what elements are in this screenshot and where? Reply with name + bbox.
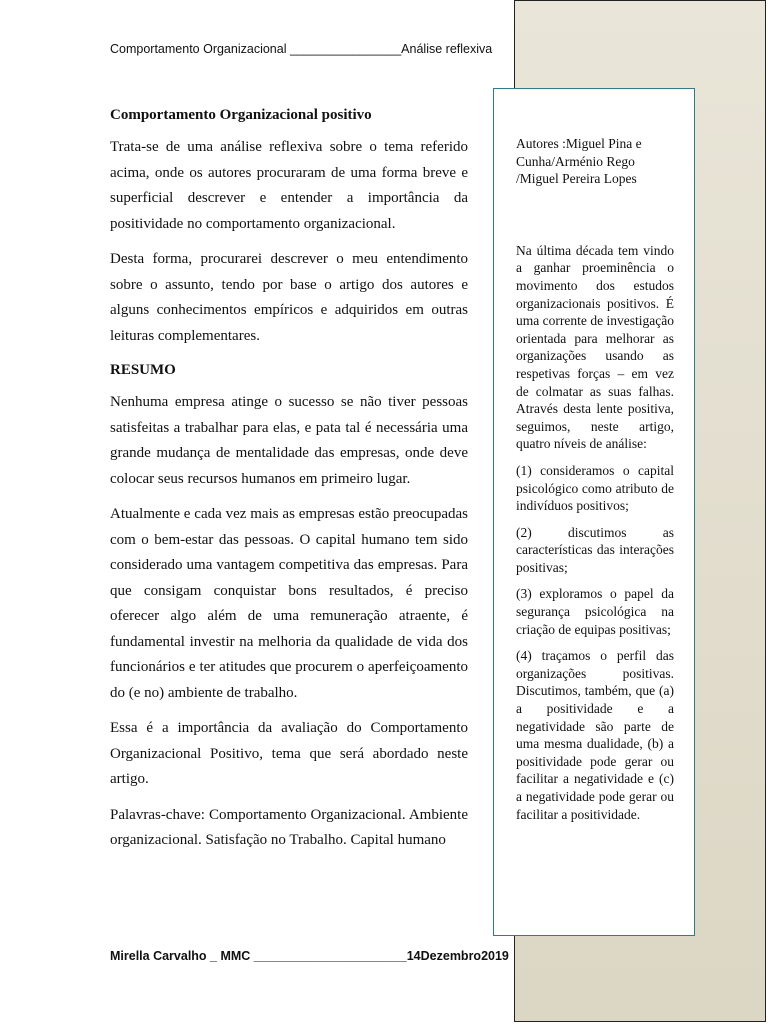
page-header: Comportamento Organizacional ________________Análise reflexiva: [110, 42, 493, 56]
main-content: [110, 104, 468, 864]
sidebar-paragraph-2: (1) consideramos o capital psicológico como atributo de indivíduos positivos;: [516, 462, 674, 514]
sidebar-paragraph-4: (3) exploramos o papel da segurança psicológica na criação de equipas positivas;: [516, 586, 674, 637]
intro-paragraph-1: Trata-se de uma análise reflexiva sobre o tema referido acima, onde os autores procuraram de uma forma breve e superficial descrever e entender a importância da positividade no comportamento organizacional.: [110, 139, 468, 232]
resumo-paragraph-3: Essa é a importância da avaliação do Comportamento Organizacional Positivo, tema que será abordado neste artigo.: [110, 720, 468, 787]
document-title: Comportamento Organizacional positivo: [110, 107, 372, 123]
sidebar-textbox: [493, 88, 695, 936]
resumo-paragraph-1: Nenhuma empresa atinge o sucesso se não tiver pessoas satisfeitas a trabalhar para elas, e pata tal é necessária uma grande mudança de mentalidade das empresas, onde deve colocar seus recursos humanos em primeiro lugar.: [110, 394, 468, 487]
keywords-paragraph: Palavras-chave: Comportamento Organizacional. Ambiente organizacional. Satisfação no Trabalho. Capital humano: [110, 806, 468, 848]
page-footer: Mirella Carvalho _ MMC ______________________14Dezembro2019: [110, 949, 509, 963]
intro-paragraph-2: Desta forma, procurarei descrever o meu entendimento sobre o assunto, tendo por base o artigo dos autores e alguns conhecimentos empíricos e adquiridos em outras leituras complementares.: [110, 251, 468, 344]
sidebar-paragraph-3: (2) discutimos as características das interações positivas;: [516, 524, 674, 575]
authors-line: Autores :Miguel Pina e Cunha/Arménio Rego /Miguel Pereira Lopes: [516, 136, 642, 187]
sidebar-paragraph-5: (4) traçamos o perfil das organizações positivas. Discutimos, também, que (a) a positividade e a negatividade são parte de uma mesma dualidade, (b) a positividade pode gerar ou facilitar a negatividade e (c) a negatividade pode gerar ou facilitar a positividade.: [516, 648, 674, 822]
resumo-paragraph-2: Atualmente e cada vez mais as empresas estão preocupadas com o bem-estar das pessoas. O capital humano tem sido considerado uma vantagem competitiva das empresas. Para que consigam conquistar bons resultados, é preciso oferecer algo além de uma remuneração atraente, é fundamental investir na melhoria da qualidade de vida dos funcionários e ter atitudes que procurem o aperfeiçoamento do (e no) ambiente de trabalho.: [110, 506, 468, 701]
resumo-heading: RESUMO: [110, 362, 176, 378]
sidebar-paragraph-1: Na última década tem vindo a ganhar proeminência o movimento dos estudos organizacionais positivos. É uma corrente de investigação orientada para melhorar as organizações usando as respetivas forças – em vez de colmatar as suas falhas. Através desta lente positiva, seguimos, neste artigo, quatro níveis de análise:: [516, 242, 674, 452]
